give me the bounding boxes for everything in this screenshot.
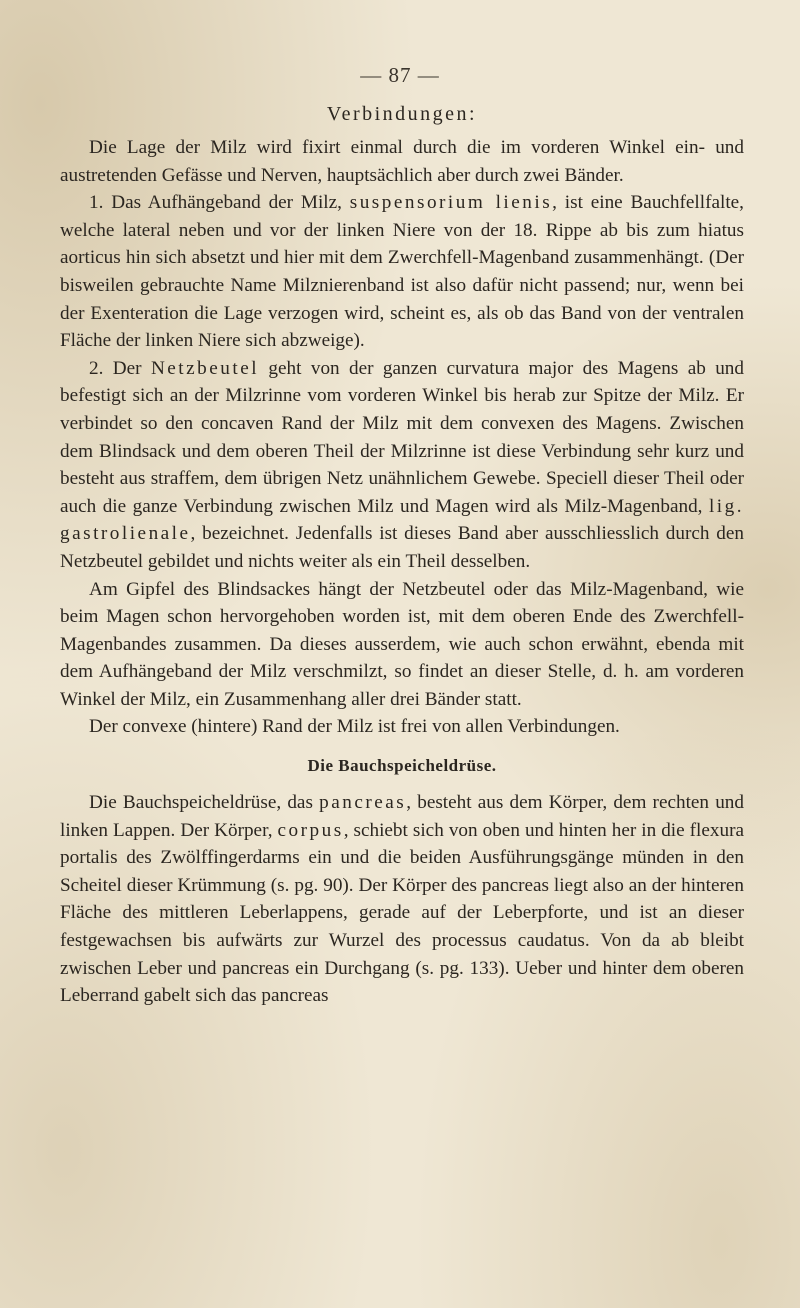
paragraph-intro: Die Lage der Milz wird fixirt einmal durch die im vorderen Winkel ein- und austretenden Gefässe und Nerven, hauptsächlich aber durch zwei Bänder. <box>60 137 744 186</box>
paragraph-text: , besteht aus dem Körper, dem rechten und linken Lappen. Der Körper, <box>60 792 744 841</box>
latin-term: suspensorium lienis <box>349 192 553 214</box>
paragraph-text: , ist eine Bauchfellfalte, welche lateral neben und vor der linken Niere von der 18. Rippe ab bis zum hiatus aorticus hin sich absetzt und hier mit dem Zwerchfell-Magenband zusammenhängt. (Der bisweilen gebrauchte Name Milznierenband ist also dafür nicht passend; nur, wenn bei der Exenteration die Lage verzogen wird, scheint es, als ob das Band von der ventralen Fläche der linken Niere sich abzweige). <box>60 192 744 352</box>
emphasized-term: Netzbeutel <box>150 357 260 379</box>
text-body <box>60 100 744 1010</box>
paragraph-text: geht von der ganzen curvatura major des Magens ab und befestigt sich an der Milzrinne vom vorderen Winkel bis herab zur Spitze der Milz. Er verbindet so den concaven Rand der Milz mit dem convexen des Magens. Zwischen dem Blindsack und dem oberen Theil der Milzrinne ist diese Verbindung sehr kurz und besteht aus straffem, dem übrigen Netz unähnlichem Gewebe. Speciell dieser Theil oder auch die ganze Verbindung zwischen Milz und Magen wird als Milz-Magenband, <box>60 357 744 517</box>
latin-term: corpus <box>277 819 344 841</box>
paragraph-netzbeutel <box>60 355 744 576</box>
section-heading-verbindungen: Verbindungen: <box>326 103 478 125</box>
paragraph-convexe-rand: Der convexe (hintere) Rand der Milz ist frei von allen Verbindungen. <box>89 716 620 738</box>
paragraph-pancreas <box>60 789 744 1010</box>
paragraph-text: , bezeichnet. Jedenfalls ist dieses Band aber ausschliesslich durch den Netzbeutel gebildet und nichts weiter als ein Theil desselben. <box>60 523 744 572</box>
paragraph-suspensorium <box>60 189 744 355</box>
paragraph-text: , schiebt sich von oben und hinten her in die flexura portalis des Zwölffingerdarms ein und die beiden Ausführungsgänge münden in den Scheitel dieser Krümmung (s. pg. 90). Der Körper des pancreas liegt also an der hinteren Fläche des mittleren Leberlappens, gerade auf der Leberpforte, und ist an dieser festgewachsen bis aufwärts zur Wurzel des processus caudatus. Von da ab bleibt zwischen Leber und pancreas ein Durchgang (s. pg. 133). Ueber und hinter dem oberen Leberrand gabelt sich das pancreas <box>60 819 745 1007</box>
page-number: — 87 — <box>360 63 440 87</box>
section-heading-bauchspeicheldruese: Die Bauchspeicheldrüse. <box>307 756 497 776</box>
paragraph-text: Die Bauchspeicheldrüse, das <box>89 792 320 814</box>
latin-term: lig. gastrolienale <box>60 495 744 545</box>
latin-term: pancreas <box>319 792 407 814</box>
paragraph-text: 2. Der <box>89 357 151 379</box>
paragraph-blindsack: Am Gipfel des Blindsackes hängt der Netzbeutel oder das Milz-Magenband, wie beim Magen schon hervorgehoben worden ist, mit dem oberen Ende des Zwerchfell-Magenbandes zusammen. Da dieses ausserdem, wie auch schon erwähnt, ebenda mit dem Aufhängeband der Milz verschmilzt, so findet an dieser Stelle, d. h. am vorderen Winkel der Milz, ein Zusammenhang aller drei Bänder statt. <box>60 578 744 710</box>
paragraph-text: 1. Das Aufhängeband der Milz, <box>89 192 350 214</box>
